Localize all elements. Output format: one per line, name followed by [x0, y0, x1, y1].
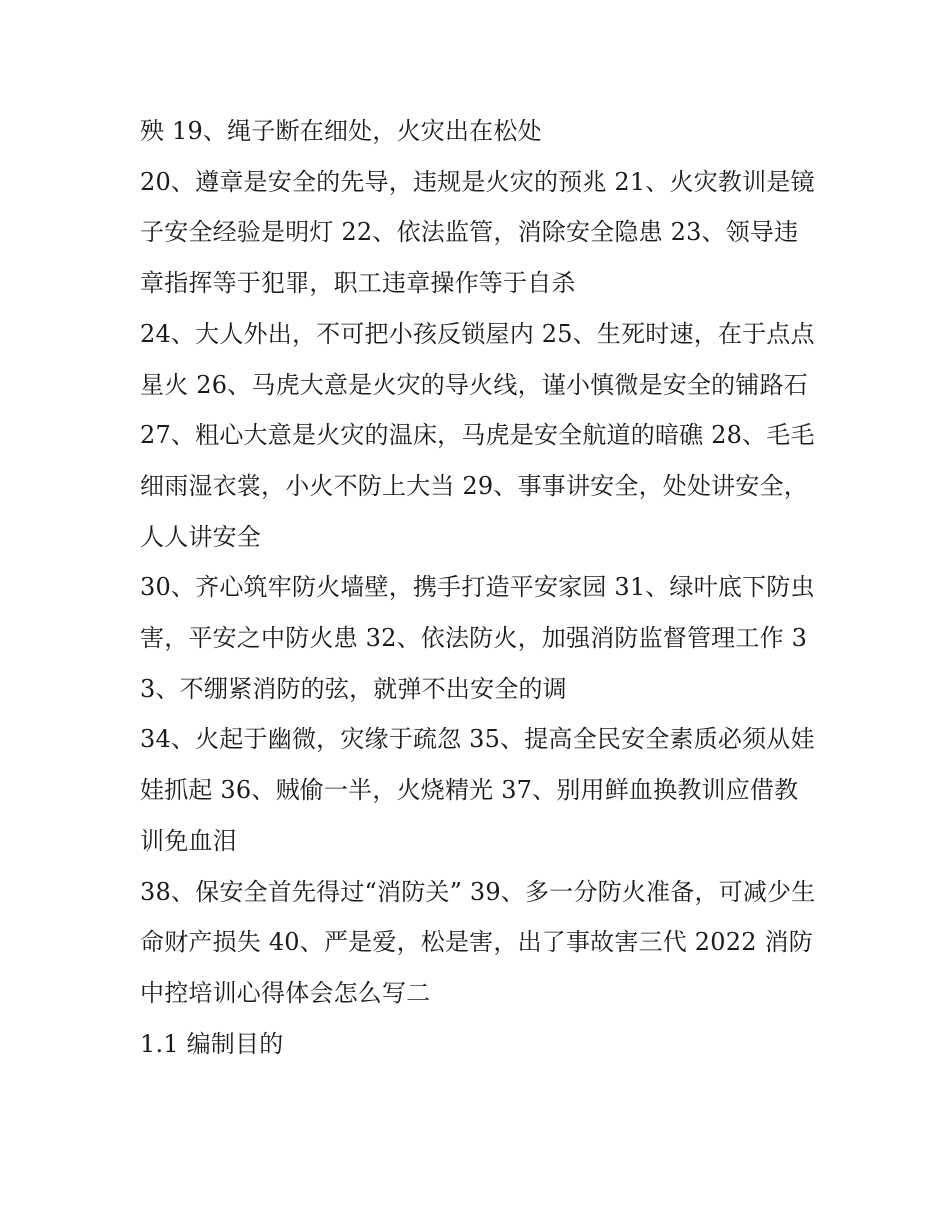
section-heading: 1.1 编制目的 [140, 1029, 284, 1058]
paragraph-4: 27、粗心大意是火灾的温床，马虎是安全航道的暗礁 28、毛毛细雨湿衣裳，小火不防上大当 29、事事讲安全，处处讲安全，人人讲安全 [140, 421, 815, 551]
paragraph-5: 30、齐心筑牢防火墙壁，携手打造平安家园 31、绿叶底下防虫害，平安之中防火患 32、依法防火，加强消防监督管理工作 33、不绷紧消防的弦，就弹不出安全的调 [140, 573, 815, 703]
paragraph-7: 38、保安全首先得过“消防关” 39、多一分防火准备，可减少生命财产损失 40、严是爱，松是害，出了事故害三代 2022 消防中控培训心得体会怎么写二 [140, 877, 816, 1007]
paragraph-1: 殃 19、绳子断在细处，火灾出在松处 [140, 117, 542, 145]
paragraph-6: 34、火起于幽微，灾缘于疏忽 35、提高全民安全素质必须从娃娃抓起 36、贼偷一半，火烧精光 37、别用鲜血换教训应借教训免血泪 [140, 725, 815, 855]
paragraph-2: 20、遵章是安全的先导，违规是火灾的预兆 21、火灾教训是镜子安全经验是明灯 22、依法监管，消除安全隐患 23、领导违章指挥等于犯罪，职工违章操作等于自杀 [140, 167, 815, 298]
paragraph-3: 24、大人外出，不可把小孩反锁屋内 25、生死时速，在于点点星火 26、马虎大意是火灾的导火线，谨小慎微是安全的铺路石 [140, 319, 815, 399]
document-body [140, 106, 820, 1069]
